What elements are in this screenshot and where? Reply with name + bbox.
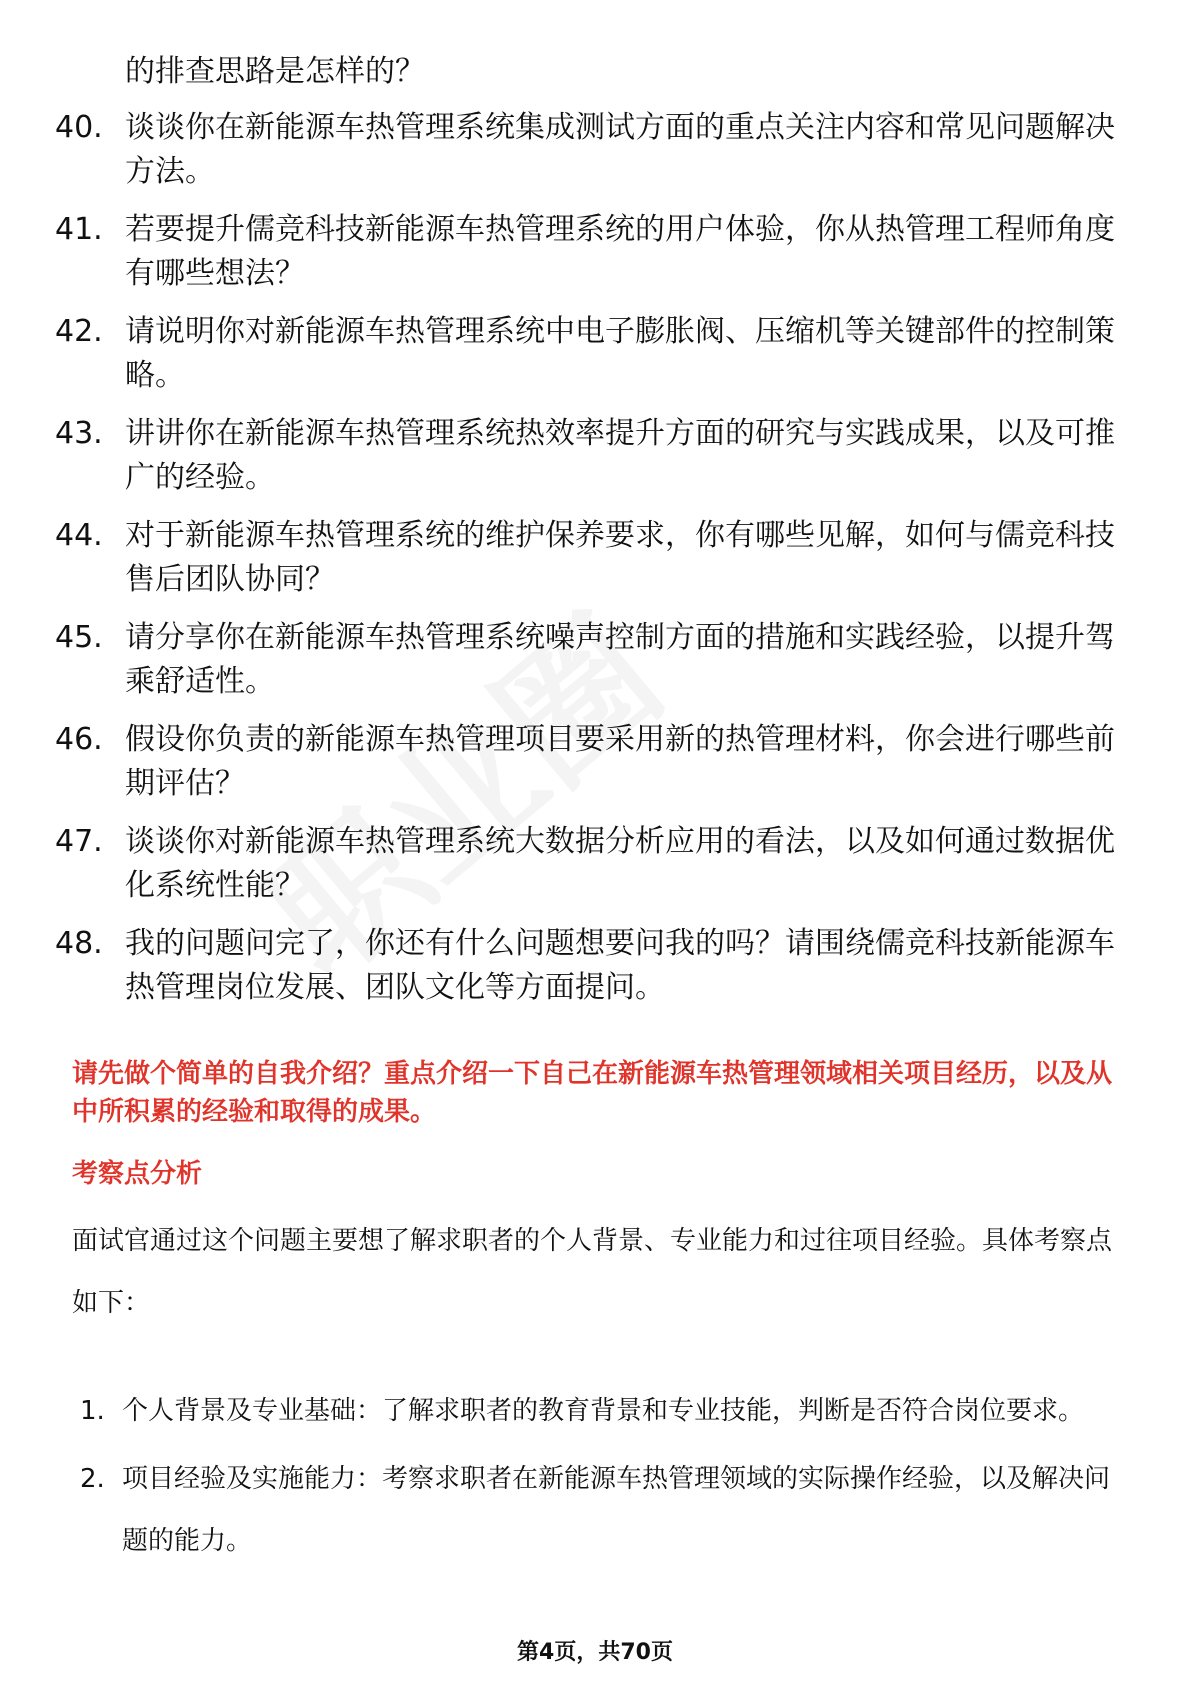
point-number: 2. — [80, 1464, 105, 1494]
question-text: 若要提升儒竞科技新能源车热管理系统的用户体验，你从热管理工程师角度有哪些想法？ — [125, 212, 1115, 291]
question-item — [55, 106, 1115, 194]
question-number: 41. — [55, 212, 103, 247]
question-number: 48. — [55, 926, 103, 961]
question-item — [55, 718, 1115, 806]
question-number: 43. — [55, 416, 103, 451]
question-list — [55, 50, 1115, 1024]
analysis-intro: 面试官通过这个问题主要想了解求职者的个人背景、专业能力和过往项目经验。具体考察点如下： — [72, 1226, 1113, 1318]
page-footer: 第4页，共70页 — [517, 1640, 673, 1665]
question-item — [55, 412, 1115, 500]
question-item — [55, 820, 1115, 908]
question-item — [55, 310, 1115, 398]
highlighted-question: 请先做个简单的自我介绍？重点介绍一下自己在新能源车热管理领域相关项目经历，以及从中所积累的经验和取得的成果。 — [72, 1059, 1113, 1127]
question-text: 谈谈你在新能源车热管理系统集成测试方面的重点关注内容和常见问题解决方法。 — [125, 110, 1115, 189]
point-text: 项目经验及实施能力：考察求职者在新能源车热管理领域的实际操作经验，以及解决问题的能力。 — [122, 1464, 1111, 1556]
question-text: 对于新能源车热管理系统的维护保养要求，你有哪些见解，如何与儒竞科技售后团队协同？ — [125, 518, 1115, 597]
question-number: 47. — [55, 824, 103, 859]
question-text: 请说明你对新能源车热管理系统中电子膨胀阀、压缩机等关键部件的控制策略。 — [125, 314, 1115, 393]
question-continuation — [55, 50, 1115, 94]
question-number: 42. — [55, 314, 103, 349]
question-number: 40. — [55, 110, 103, 145]
question-item — [55, 208, 1115, 296]
point-number: 1. — [80, 1396, 105, 1426]
analysis-points — [80, 1380, 1120, 1578]
question-text: 讲讲你在新能源车热管理系统热效率提升方面的研究与实践成果，以及可推广的经验。 — [125, 416, 1115, 495]
question-item — [55, 616, 1115, 704]
question-number: 46. — [55, 722, 103, 757]
question-number: 44. — [55, 518, 103, 553]
question-number: 45. — [55, 620, 103, 655]
section-title: 考察点分析 — [72, 1159, 203, 1189]
analysis-point — [80, 1380, 1120, 1442]
point-text: 个人背景及专业基础：了解求职者的教育背景和专业技能，判断是否符合岗位要求。 — [122, 1396, 1085, 1426]
question-text: 请分享你在新能源车热管理系统噪声控制方面的措施和实践经验，以提升驾乘舒适性。 — [125, 620, 1115, 699]
question-text: 的排查思路是怎样的？ — [125, 54, 425, 89]
question-text: 谈谈你对新能源车热管理系统大数据分析应用的看法，以及如何通过数据优化系统性能？ — [125, 824, 1115, 903]
question-item — [55, 922, 1115, 1010]
question-item — [55, 514, 1115, 602]
analysis-point — [80, 1448, 1120, 1572]
question-text: 假设你负责的新能源车热管理项目要采用新的热管理材料，你会进行哪些前期评估？ — [125, 722, 1115, 801]
question-text: 我的问题问完了，你还有什么问题想要问我的吗？请围绕儒竞科技新能源车热管理岗位发展、团队文化等方面提问。 — [125, 926, 1115, 1005]
